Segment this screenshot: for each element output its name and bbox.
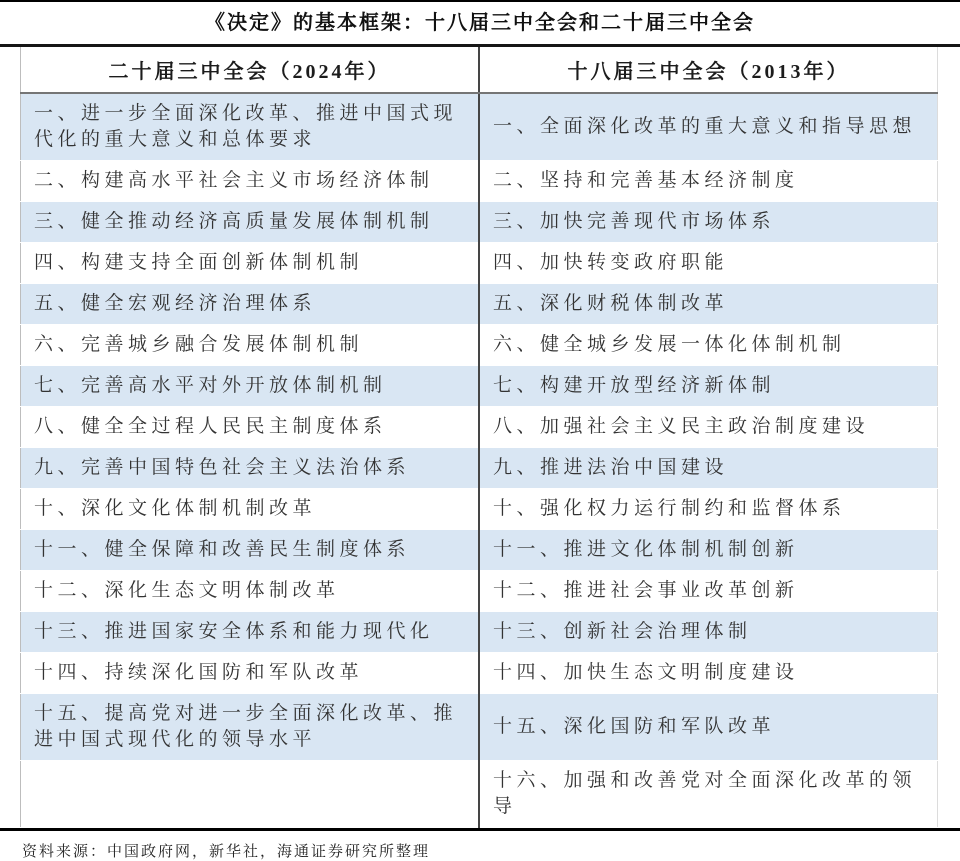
- table-row: [21, 93, 938, 161]
- table-cell-right: 十一、推进文化体制机制创新: [479, 530, 938, 571]
- table-cell-left: 十五、提高党对进一步全面深化改革、推进中国式现代化的领导水平: [21, 694, 480, 761]
- table-row: [21, 161, 938, 202]
- table-row: [21, 612, 938, 653]
- table-row: [21, 407, 938, 448]
- table-cell-right: 十六、加强和改善党对全面深化改革的领导: [479, 761, 938, 828]
- table-row: [21, 325, 938, 366]
- table-cell-left: 十、深化文化体制机制改革: [21, 489, 480, 530]
- table-cell-left: 十二、深化生态文明体制改革: [21, 571, 480, 612]
- table-row: [21, 202, 938, 243]
- table-cell-left: 十三、推进国家安全体系和能力现代化: [21, 612, 480, 653]
- table-row: [21, 448, 938, 489]
- table-cell-right: 九、推进法治中国建设: [479, 448, 938, 489]
- table-cell-right: 一、全面深化改革的重大意义和指导思想: [479, 93, 938, 161]
- table-cell-right: 五、深化财税体制改革: [479, 284, 938, 325]
- table-cell-left: 七、完善高水平对外开放体制机制: [21, 366, 480, 407]
- table-cell-right: 四、加快转变政府职能: [479, 243, 938, 284]
- source-note: 资料来源：中国政府网，新华社，海通证券研究所整理: [22, 844, 431, 860]
- table-cell-left: 八、健全全过程人民民主制度体系: [21, 407, 480, 448]
- table-cell-left: [21, 761, 480, 828]
- header-row: [21, 47, 938, 93]
- table-cell-left: 一、进一步全面深化改革、推进中国式现代化的重大意义和总体要求: [21, 93, 480, 161]
- table-cell-right: 十二、推进社会事业改革创新: [479, 571, 938, 612]
- table-cell-right: 十、强化权力运行制约和监督体系: [479, 489, 938, 530]
- table-row: [21, 694, 938, 761]
- table-cell-left: 三、健全推动经济高质量发展体制机制: [21, 202, 480, 243]
- table-cell-left: 十一、健全保障和改善民生制度体系: [21, 530, 480, 571]
- table-cell-right: 十四、加快生态文明制度建设: [479, 653, 938, 694]
- table-cell-right: 十五、深化国防和军队改革: [479, 694, 938, 761]
- table-cell-right: 十三、创新社会治理体制: [479, 612, 938, 653]
- table-row: [21, 530, 938, 571]
- table-cell-right: 六、健全城乡发展一体化体制机制: [479, 325, 938, 366]
- table-cell-left: 四、构建支持全面创新体制机制: [21, 243, 480, 284]
- table-row: [21, 653, 938, 694]
- plenum-comparison-table: [20, 47, 938, 828]
- table-row: [21, 489, 938, 530]
- table-cell-left: 二、构建高水平社会主义市场经济体制: [21, 161, 480, 202]
- table-cell-left: 六、完善城乡融合发展体制机制: [21, 325, 480, 366]
- table-row: [21, 243, 938, 284]
- column-header-2024-plenum: 二十届三中全会（2024年）: [21, 47, 480, 93]
- table-cell-right: 七、构建开放型经济新体制: [479, 366, 938, 407]
- column-header-2013-plenum: 十八届三中全会（2013年）: [479, 47, 938, 93]
- table-cell-left: 五、健全宏观经济治理体系: [21, 284, 480, 325]
- table-cell-right: 八、加强社会主义民主政治制度建设: [479, 407, 938, 448]
- table-cell-right: 二、坚持和完善基本经济制度: [479, 161, 938, 202]
- table-row: [21, 366, 938, 407]
- table-header: [21, 47, 938, 93]
- page-title: 《决定》的基本框架：十八届三中全会和二十届三中全会: [205, 12, 755, 34]
- table-cell-left: 十四、持续深化国防和军队改革: [21, 653, 480, 694]
- table-row: [21, 571, 938, 612]
- table-body: [21, 93, 938, 828]
- table-row: [21, 284, 938, 325]
- table-row: [21, 761, 938, 828]
- table-cell-right: 三、加快完善现代市场体系: [479, 202, 938, 243]
- table-cell-left: 九、完善中国特色社会主义法治体系: [21, 448, 480, 489]
